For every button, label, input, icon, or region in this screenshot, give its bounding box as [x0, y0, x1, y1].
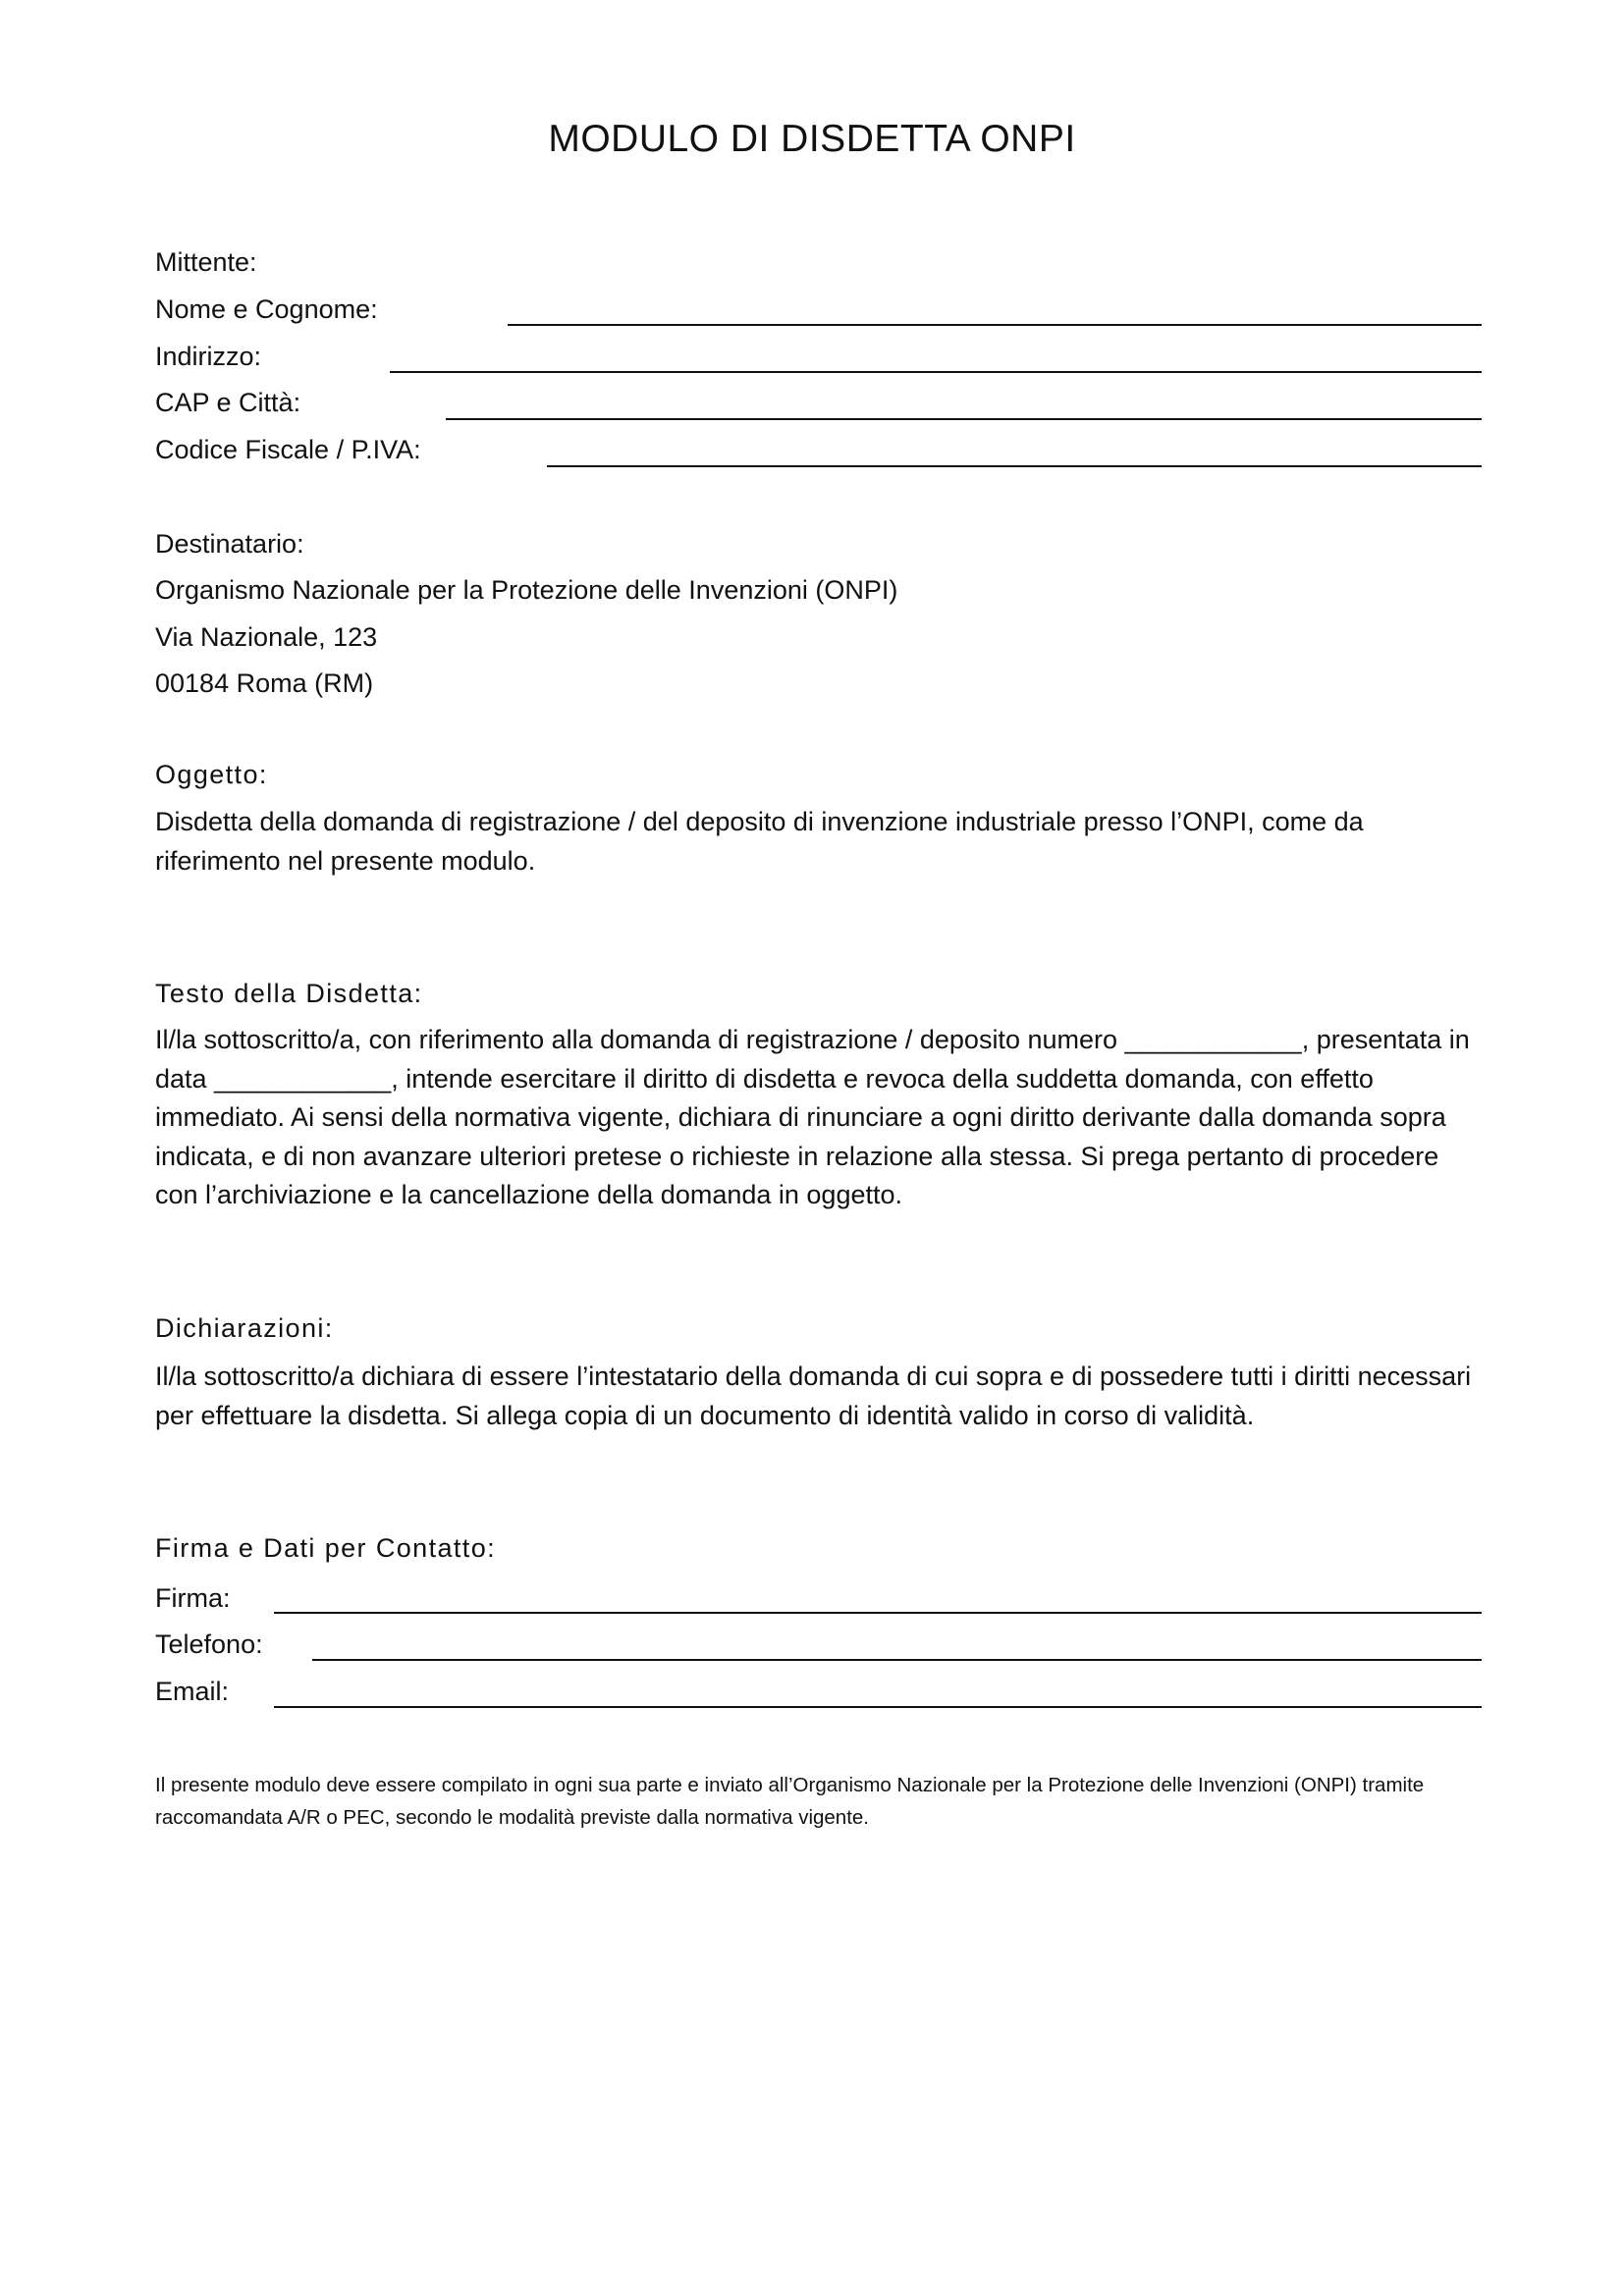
codice-fiscale-field[interactable]	[547, 465, 1482, 467]
email-field[interactable]	[274, 1706, 1482, 1708]
firma-heading: Firma e Dati per Contatto:	[155, 1533, 497, 1563]
dichiarazioni-heading: Dichiarazioni:	[155, 1313, 334, 1343]
document-title: MODULO DI DISDETTA ONPI	[548, 118, 1076, 160]
testo-disdetta-text: Il/la sottoscritto/a, con riferimento alla domanda di registrazione / deposito numero ____________, presentata in data ____________, intende esercitare il diritto di disdetta e revoca della suddetta domanda, con effetto immediato. Ai sensi della normativa vigente, dichiara di rinunciare a ogni diritto derivante dalla domanda sopra indicata, e di non avanzare ulteriori pretese o richieste in relazione alla stessa. Si prega pertanto di procedere con l’archiviazione e la cancellazione della domanda in oggetto.	[155, 1025, 1470, 1209]
destinatario-name: Organismo Nazionale per la Protezione delle Invenzioni (ONPI)	[155, 575, 898, 605]
indirizzo-label: Indirizzo:	[155, 342, 262, 371]
destinatario-street: Via Nazionale, 123	[155, 622, 378, 652]
nome-cognome-field[interactable]	[508, 324, 1482, 326]
testo-disdetta-heading: Testo della Disdetta:	[155, 979, 423, 1008]
indirizzo-field[interactable]	[390, 371, 1482, 373]
mittente-heading: Mittente:	[155, 247, 257, 277]
nome-cognome-label: Nome e Cognome:	[155, 294, 378, 324]
firma-field[interactable]	[274, 1612, 1482, 1614]
destinatario-city: 00184 Roma (RM)	[155, 668, 374, 698]
telefono-field[interactable]	[312, 1659, 1482, 1661]
footnote-text: Il presente modulo deve essere compilato in ogni sua parte e inviato all’Organismo Nazionale per la Protezione delle Invenzioni (ONPI) tramite raccomandata A/R o PEC, secondo le modalità previste dalla normativa vigente.	[155, 1774, 1425, 1829]
cap-citta-label: CAP e Città:	[155, 388, 301, 417]
destinatario-heading: Destinatario:	[155, 529, 304, 559]
oggetto-text: Disdetta della domanda di registrazione / del deposito di invenzione industriale presso l’ONPI, come da riferimento nel presente modulo.	[155, 807, 1364, 876]
firma-label: Firma:	[155, 1583, 231, 1613]
email-label: Email:	[155, 1677, 230, 1706]
codice-fiscale-label: Codice Fiscale / P.IVA:	[155, 435, 421, 464]
cap-citta-field[interactable]	[446, 418, 1482, 420]
dichiarazioni-text: Il/la sottoscritto/a dichiara di essere l’intestatario della domanda di cui sopra e di possedere tutti i diritti necessari per effettuare la disdetta. Si allega copia di un documento di identità valido in corso di validità.	[155, 1362, 1472, 1430]
oggetto-heading: Oggetto:	[155, 760, 268, 789]
telefono-label: Telefono:	[155, 1629, 263, 1659]
